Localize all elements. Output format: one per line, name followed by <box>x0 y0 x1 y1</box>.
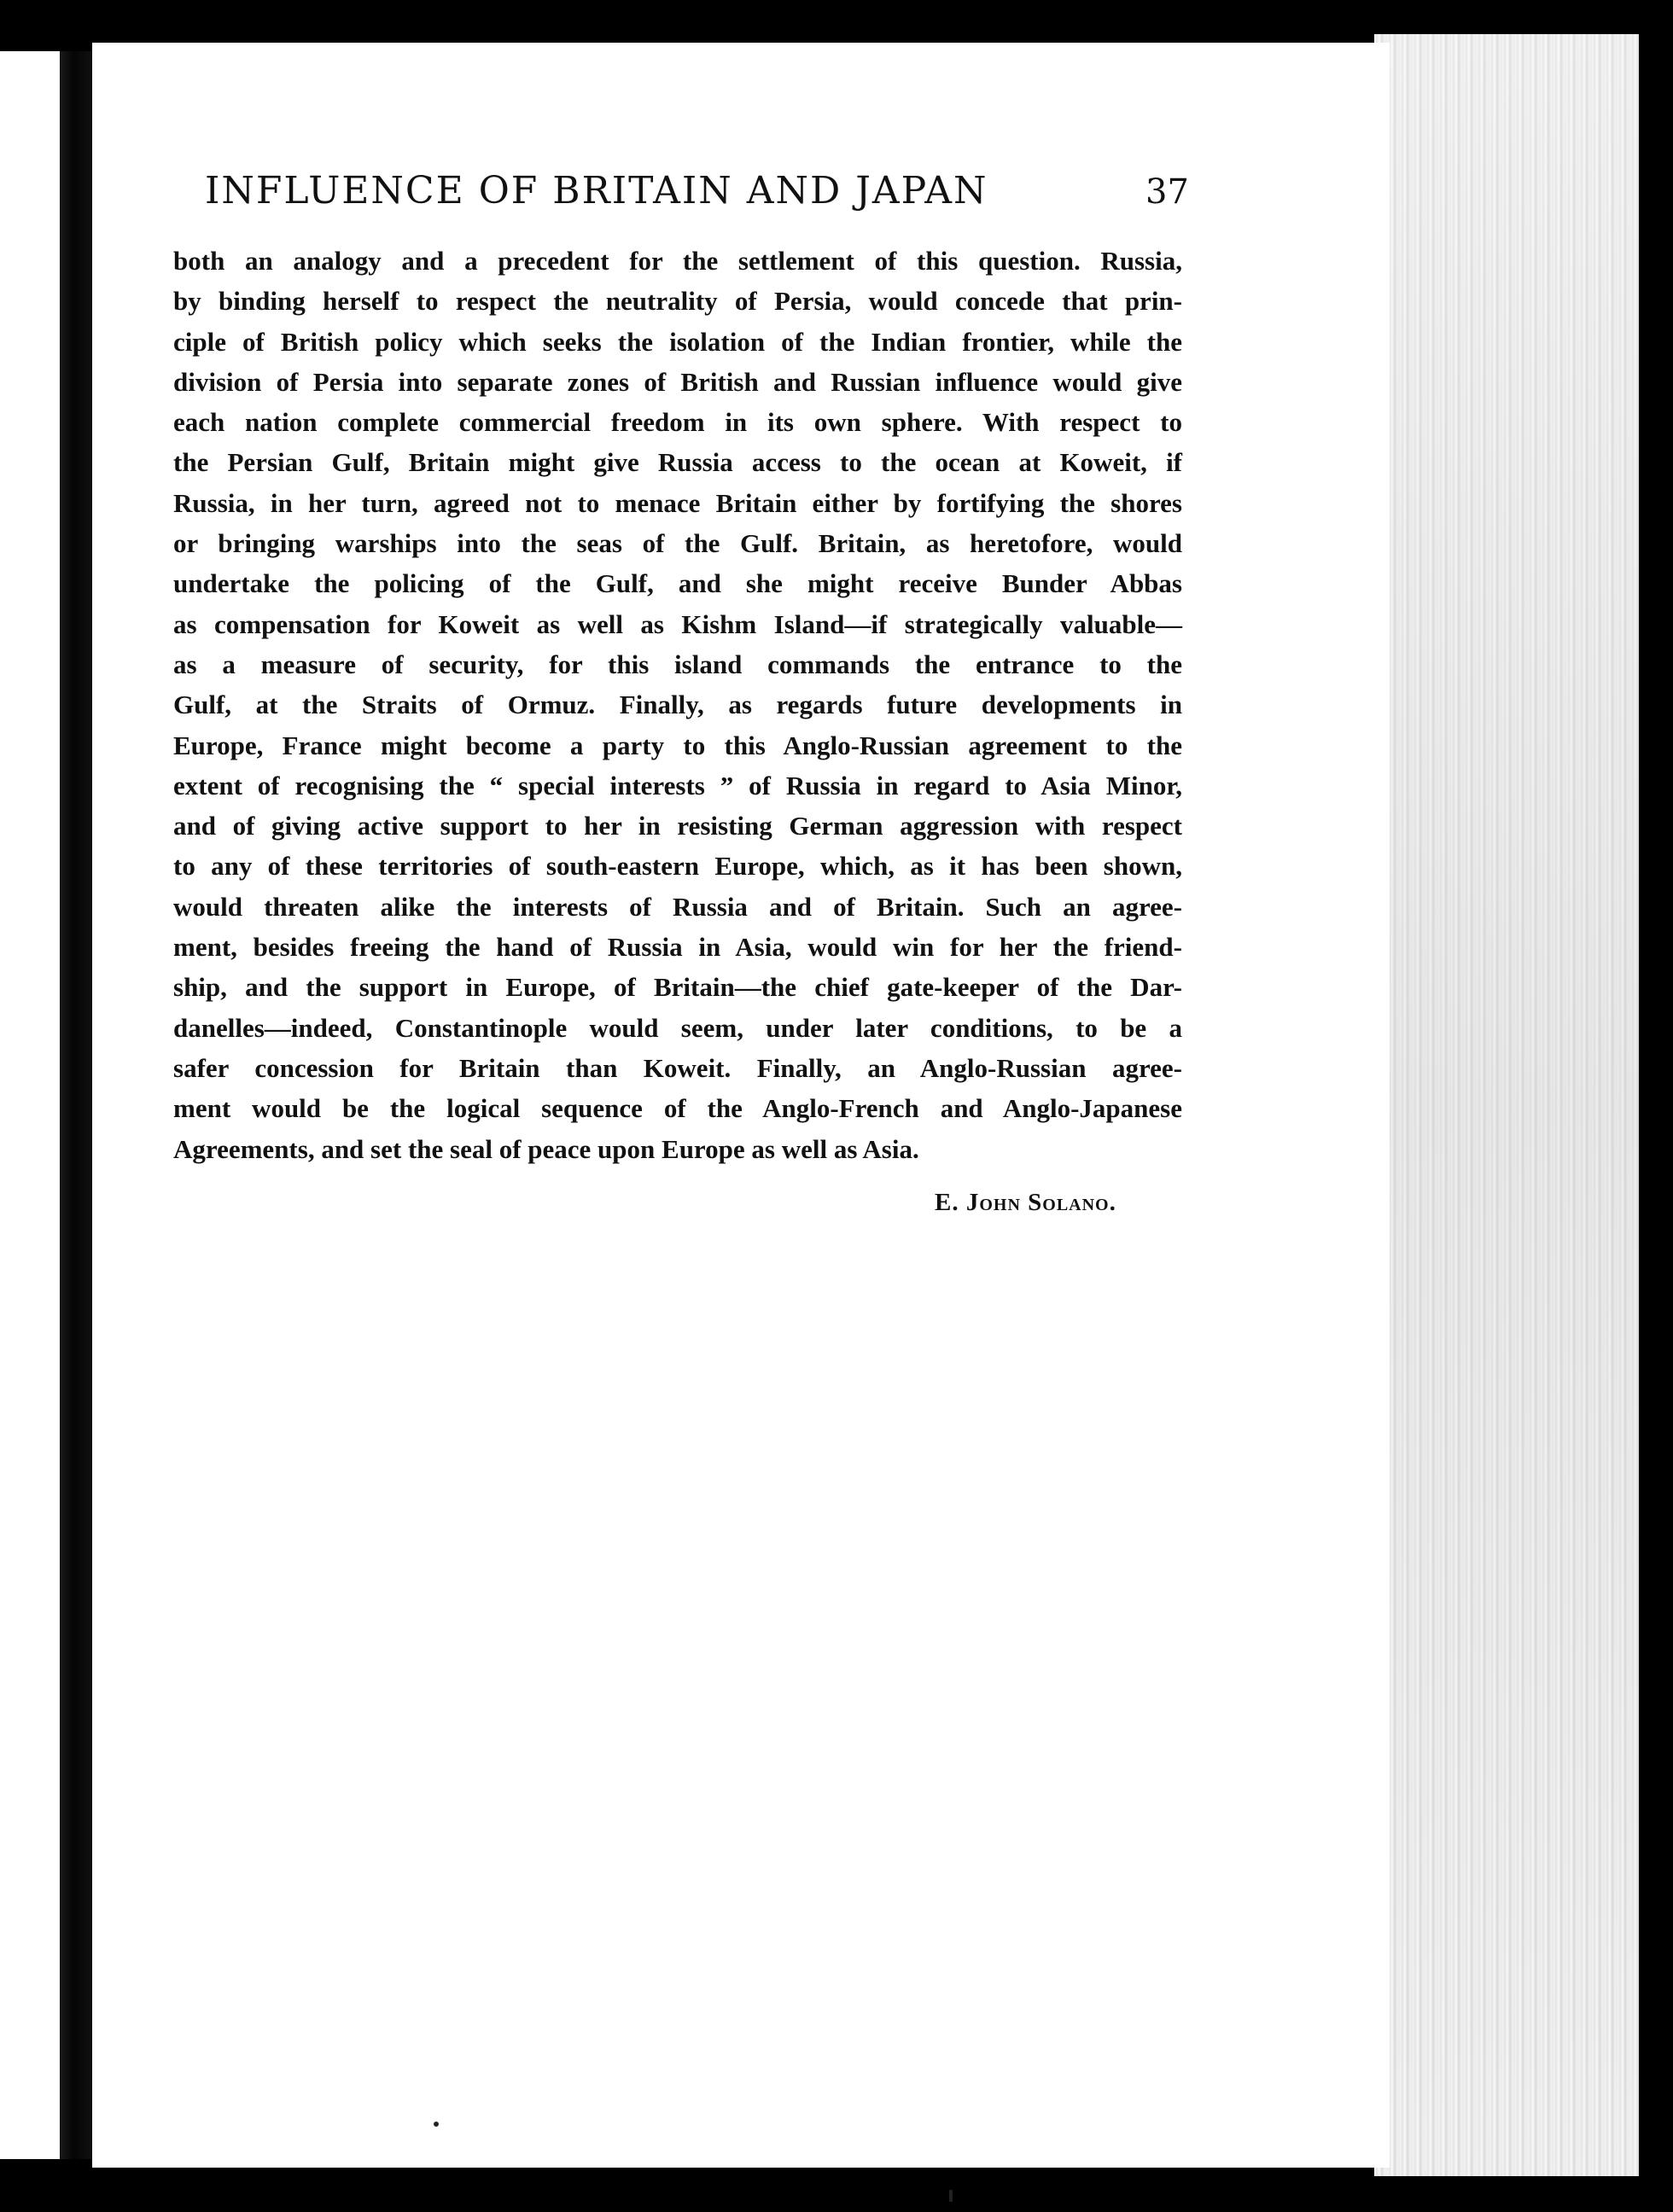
text-line: or bringing warships into the seas of the Gulf. Britain, as heretofore, would <box>173 528 1182 559</box>
text-line: ment, besides freeing the hand of Russia in Asia, would win for her the friend- <box>173 932 1182 963</box>
text-line: Agreements, and set the seal of peace upon Europe as well as Asia. <box>173 1133 919 1164</box>
text-line: as a measure of security, for this island commands the entrance to the <box>173 649 1182 679</box>
body-paragraph <box>173 241 1182 1169</box>
text-line: both an analogy and a precedent for the settlement of this question. Russia, <box>173 246 1182 276</box>
text-line: Russia, in her turn, agreed not to menace Britain either by fortifying the shores <box>173 487 1182 518</box>
text-line: ment would be the logical sequence of the Anglo-French and Anglo-Japanese <box>173 1093 1182 1124</box>
text-line: each nation complete commercial freedom in its own sphere. With respect to <box>173 407 1182 438</box>
text-line: as compensation for Koweit as well as Kishm Island—if strategically valuable— <box>173 608 1182 639</box>
previous-page-edge <box>0 51 60 2159</box>
text-line: by binding herself to respect the neutrality of Persia, would concede that prin- <box>173 286 1182 317</box>
page-block-edges <box>1374 34 1639 2176</box>
text-line: ship, and the support in Europe, of Britain—the chief gate-keeper of the Dar- <box>173 972 1182 1003</box>
text-line: would threaten alike the interests of Russia and of Britain. Such an agree- <box>173 891 1182 922</box>
scan-speck <box>949 2190 953 2202</box>
text-line: extent of recognising the “ special interests ” of Russia in regard to Asia Minor, <box>173 770 1182 800</box>
text-line: division of Persia into separate zones of British and Russian influence would give <box>173 366 1182 397</box>
text-line: undertake the policing of the Gulf, and she might receive Bunder Abbas <box>173 568 1182 599</box>
text-line: danelles—indeed, Constantinople would seem, under later conditions, to be a <box>173 1012 1182 1043</box>
text-line: and of giving active support to her in resisting German aggression with respect <box>173 811 1182 841</box>
page-number: 37 <box>1145 172 1189 212</box>
author-signature: E. John Solano. <box>935 1189 1116 1216</box>
text-line: safer concession for Britain than Koweit. Finally, an Anglo-Russian agree- <box>173 1052 1182 1083</box>
text-line: Gulf, at the Straits of Ormuz. Finally, as regards future developments in <box>173 690 1182 720</box>
text-line: ciple of British policy which seeks the isolation of the Indian frontier, while the <box>173 326 1182 357</box>
text-line: Europe, France might become a party to this Anglo-Russian agreement to the <box>173 730 1182 760</box>
scan-speck <box>434 2122 439 2127</box>
running-head-title: INFLUENCE OF BRITAIN AND JAPAN <box>205 169 988 212</box>
text-line: to any of these territories of south-eastern Europe, which, as it has been shown, <box>173 851 1182 882</box>
binding-gutter <box>60 51 94 2159</box>
text-line: the Persian Gulf, Britain might give Russia access to the ocean at Koweit, if <box>173 447 1182 478</box>
